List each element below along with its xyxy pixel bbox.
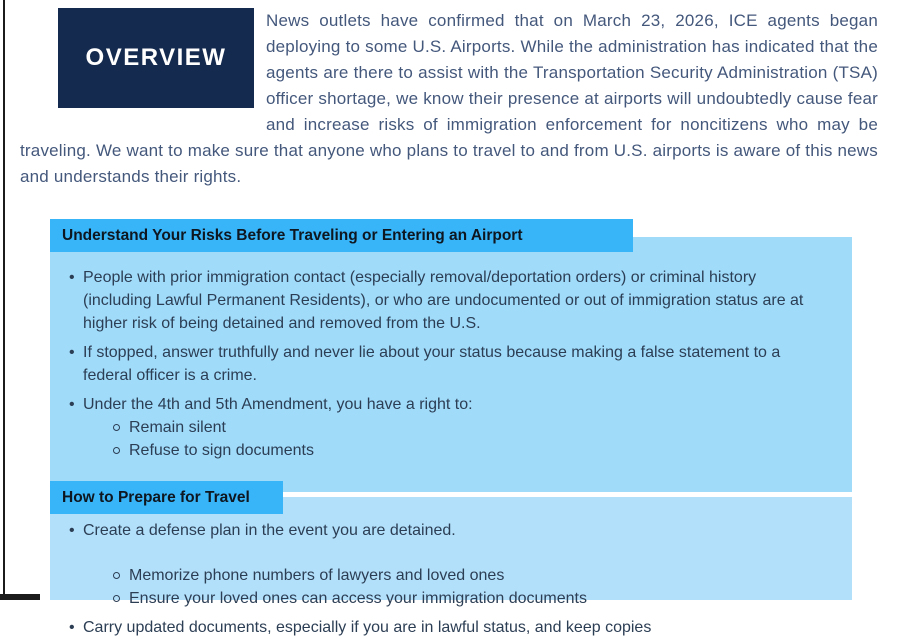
bullet-list (50, 497, 852, 639)
bullet-list (50, 237, 852, 462)
overview-heading: OVERVIEW (85, 44, 227, 71)
sub-bullet-text: Refuse to sign documents (129, 442, 314, 459)
section-title: Understand Your Risks Before Traveling or Entering an Airport (62, 227, 523, 244)
intro-text: News outlets have confirmed that on March 23, 2026, ICE agents began deploying to some U.S. Airports. While the administration has indicated that the agents are there to assist with the Transportation Security Administration (TSA) officer shortage, we know their presence at airports will undoubtedly cause fear and increase risks of immigration enforcement for noncitizens who may be traveling. We want to make sure that anyone who plans to travel to and from U.S. airports is aware of this news and understands their rights. (20, 11, 878, 186)
sub-bullet-text: Remain silent (129, 419, 226, 436)
section-title-bar (50, 481, 283, 514)
bullet-text: People with prior immigration contact (especially removal/deportation orders) or criminal history (including Lawful Permanent Residents), or who are undocumented or out of immigration status are at higher risk of being detained and removed from the U.S. (83, 269, 804, 332)
bullet-item (68, 341, 824, 387)
page-bottom-border (0, 594, 40, 600)
sub-bullet-item (111, 564, 824, 587)
bullet-item (68, 393, 824, 462)
sub-bullet-text: Ensure your loved ones can access your immigration documents (129, 590, 587, 607)
sub-bullet-item (111, 416, 824, 439)
bullet-text: Carry updated documents, especially if you are in lawful status, and keep copies (83, 619, 652, 636)
overview-heading-box (58, 8, 254, 108)
bullet-text: Create a defense plan in the event you are detained. (83, 522, 456, 539)
section-panel (50, 237, 852, 492)
bullet-text: Under the 4th and 5th Amendment, you have a right to: (83, 396, 473, 413)
bullet-item (68, 266, 824, 335)
bullet-item (68, 616, 824, 639)
section-title: How to Prepare for Travel (62, 489, 250, 506)
section-title-bar (50, 219, 633, 252)
sub-bullet-text: Memorize phone numbers of lawyers and loved ones (129, 567, 505, 584)
bullet-item (68, 519, 824, 610)
sub-bullet-list (83, 416, 824, 462)
page-left-border (3, 0, 5, 600)
bullet-text: If stopped, answer truthfully and never lie about your status because making a false statement to a federal officer is a crime. (83, 344, 781, 384)
sub-bullet-item (111, 587, 824, 610)
intro-paragraph (10, 0, 878, 190)
sub-bullet-item (111, 439, 824, 462)
